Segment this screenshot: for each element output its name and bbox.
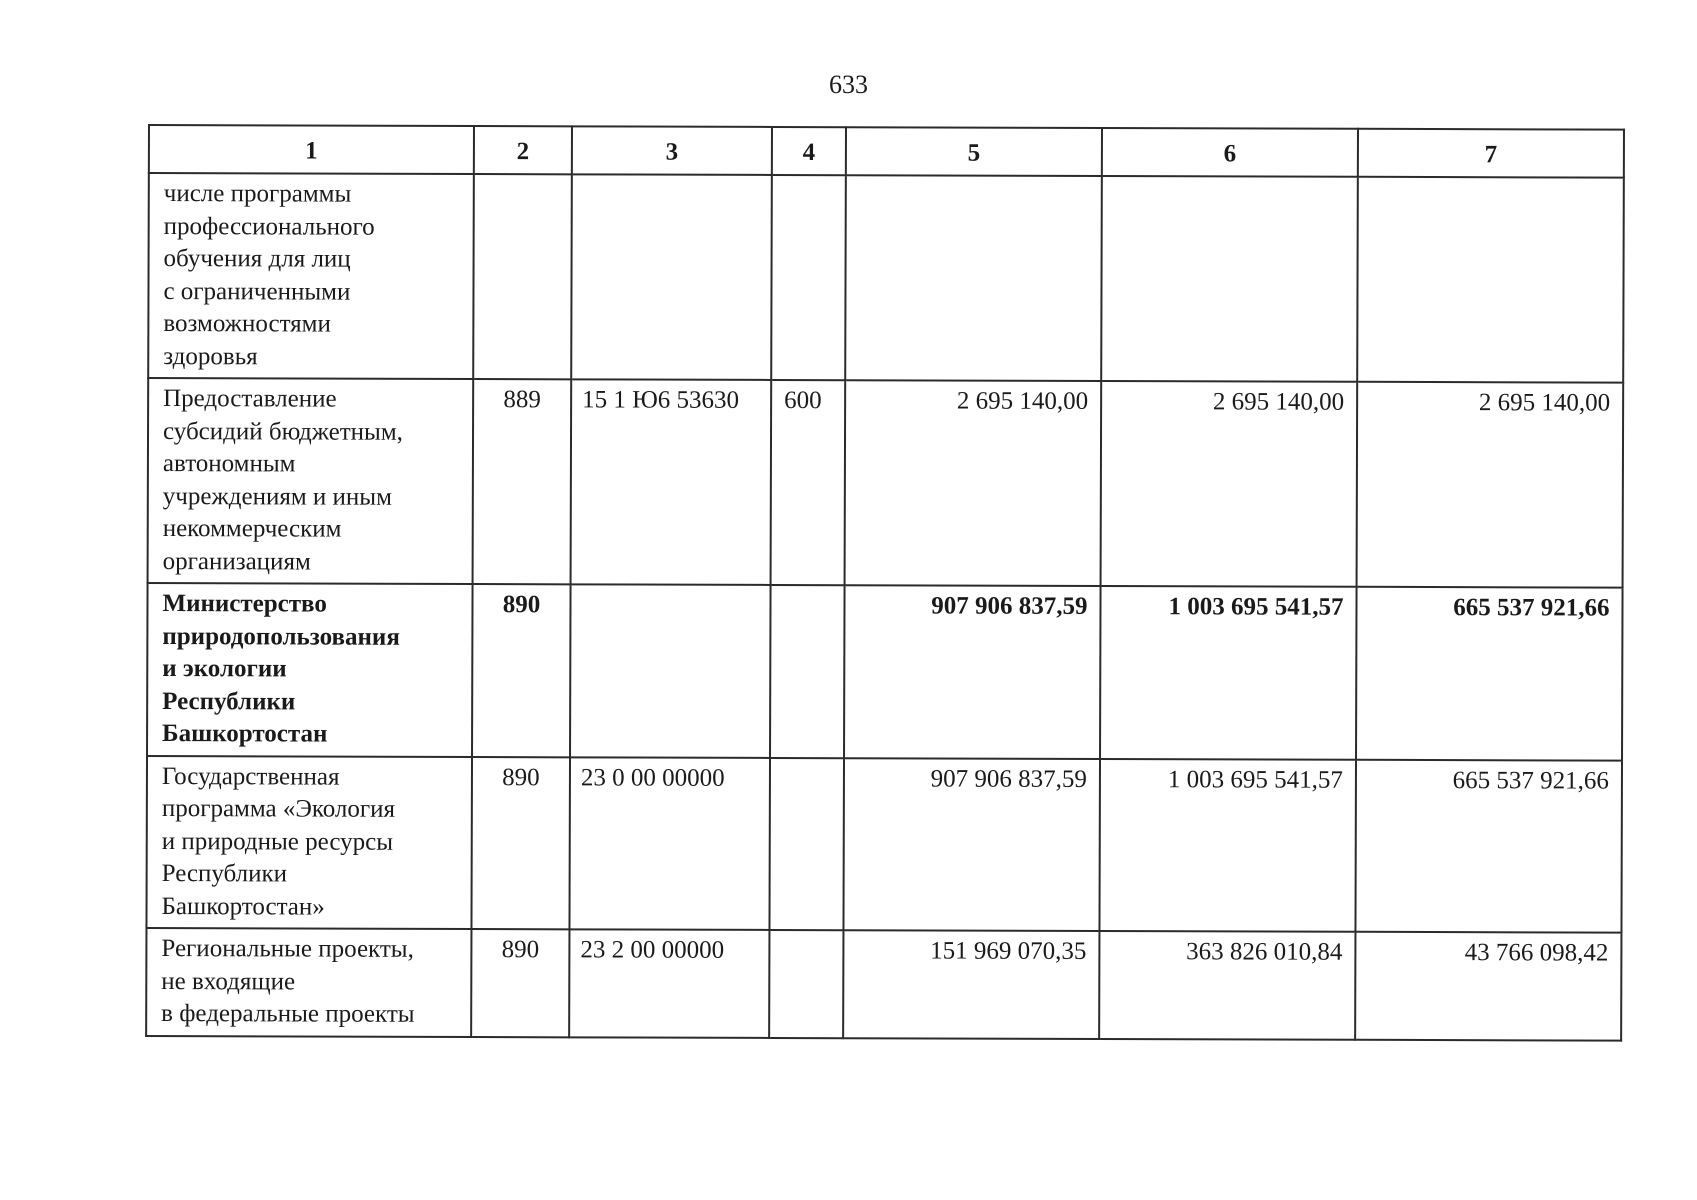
name-line: числе программы xyxy=(163,180,352,208)
row-name-cell xyxy=(146,756,472,930)
row-name-cell xyxy=(148,173,474,379)
name-line: Государственная xyxy=(161,762,340,791)
header-col-5: 5 xyxy=(846,127,1102,176)
row-code-cell: 889 xyxy=(473,379,572,584)
table-row xyxy=(147,583,1623,760)
header-col-1: 1 xyxy=(149,125,474,174)
name-line: автономным xyxy=(162,450,296,478)
table-row xyxy=(146,756,1622,933)
table-body xyxy=(146,173,1624,1040)
row-classifier-cell: 23 2 00 00000 xyxy=(569,929,769,1037)
name-line: с ограниченными xyxy=(163,277,351,306)
row-value-6-cell xyxy=(1101,176,1358,382)
name-line: субсидий бюджетным, xyxy=(162,417,403,446)
name-line: учреждениям и иным xyxy=(162,482,392,511)
row-value-6-cell: 2 695 140,00 xyxy=(1101,381,1358,587)
row-value-7-cell: 43 766 098,42 xyxy=(1355,932,1621,1040)
name-line: Республики xyxy=(161,860,288,888)
header-col-6: 6 xyxy=(1102,128,1358,177)
row-value-7-cell: 2 695 140,00 xyxy=(1357,382,1624,588)
header-row xyxy=(149,125,1624,178)
row-code-cell: 890 xyxy=(472,584,571,757)
name-line: Республики xyxy=(162,687,296,715)
row-classifier-cell xyxy=(570,584,771,757)
name-line: здоровья xyxy=(163,342,258,370)
row-value-7-cell xyxy=(1357,177,1624,383)
name-line: некоммерческим xyxy=(162,515,342,543)
name-line: программа «Экология xyxy=(161,795,396,823)
row-value-6-cell: 1 003 695 541,57 xyxy=(1099,758,1356,931)
row-value-6-cell: 1 003 695 541,57 xyxy=(1100,586,1357,759)
name-line: Предоставление xyxy=(163,385,337,413)
name-line: организациям xyxy=(162,547,311,576)
header-col-2: 2 xyxy=(474,126,572,174)
name-line: в федеральные проекты xyxy=(161,1000,415,1028)
row-value-5-cell: 2 695 140,00 xyxy=(845,380,1102,586)
row-value-5-cell: 907 906 837,59 xyxy=(844,585,1101,758)
table-row xyxy=(148,378,1624,588)
name-line: обучения для лиц xyxy=(163,245,351,273)
row-classifier-cell xyxy=(571,174,772,380)
name-line: профессионального xyxy=(163,212,375,241)
row-code-cell: 890 xyxy=(471,929,569,1037)
row-value-5-cell: 907 906 837,59 xyxy=(843,758,1100,931)
row-value-5-cell xyxy=(845,175,1102,381)
name-line: и экологии xyxy=(162,655,287,683)
name-line: Региональные проекты, xyxy=(161,935,414,963)
name-line: не входящие xyxy=(161,967,296,995)
header-col-4: 4 xyxy=(772,127,846,175)
name-line: и природные ресурсы xyxy=(161,827,394,856)
row-name-cell xyxy=(147,583,473,757)
row-type-cell xyxy=(771,175,846,380)
header-col-3: 3 xyxy=(572,126,772,175)
row-value-7-cell: 665 537 921,66 xyxy=(1355,759,1622,932)
row-classifier-cell: 15 1 Ю6 53630 xyxy=(571,379,772,585)
row-value-7-cell: 665 537 921,66 xyxy=(1356,587,1623,760)
table-row xyxy=(146,928,1621,1040)
row-name-cell xyxy=(146,928,471,1037)
row-type-cell xyxy=(769,757,844,930)
row-value-5-cell: 151 969 070,35 xyxy=(843,930,1099,1038)
name-line: возможностями xyxy=(163,310,331,338)
row-code-cell xyxy=(473,174,572,379)
name-line: Башкортостан xyxy=(162,720,328,748)
row-type-cell xyxy=(769,930,843,1038)
row-value-6-cell: 363 826 010,84 xyxy=(1099,931,1355,1039)
name-line: Министерство xyxy=(162,590,327,618)
table-row xyxy=(148,173,1624,383)
row-type-cell: 600 xyxy=(771,380,846,585)
row-name-cell xyxy=(148,378,474,584)
name-line: Башкортостан» xyxy=(161,892,325,921)
header-col-7: 7 xyxy=(1358,129,1624,178)
page-number: 633 xyxy=(829,70,868,99)
budget-table xyxy=(145,124,1625,1041)
row-classifier-cell: 23 0 00 00000 xyxy=(569,757,770,930)
row-type-cell xyxy=(770,585,845,758)
table-header xyxy=(149,125,1624,178)
row-code-cell: 890 xyxy=(471,757,570,930)
name-line: природопользования xyxy=(162,622,400,651)
